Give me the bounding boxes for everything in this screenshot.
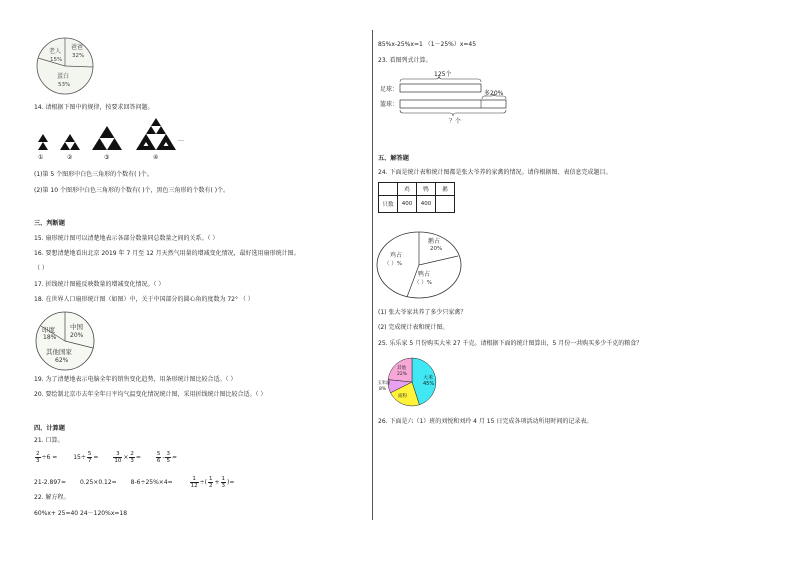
fraction: $\frac{5}{6}$ xyxy=(156,451,161,464)
bar-basketball-label: 篮球： xyxy=(380,101,399,108)
pie2-value-2: 20% xyxy=(70,332,84,339)
question-19: 19. 为了清楚地表示电脑全年的销售变化趋势，用条形统计图比较合适。（ ） xyxy=(34,376,237,383)
bar-question-label: ？个 xyxy=(449,118,462,125)
question-18: 18. 在世界人口扇形统计图（如图）中，关于中国部分的圆心角的度数为 72° （ ） xyxy=(34,296,254,303)
pie3-value-2: （ ）% xyxy=(384,261,402,267)
pie1-value-3: 53% xyxy=(58,82,71,88)
question-21: 21. 口算。 xyxy=(34,437,64,444)
pie4-value-2: 22% xyxy=(397,372,408,377)
question-22: 22. 解方程。 xyxy=(34,494,70,501)
question-26: 26. 下面是六（1）班的刘悦和刘玲 4 月 15 日完成各项活动所用时间的记录表。 xyxy=(378,418,593,425)
table-header-cell: 鸭 xyxy=(417,183,436,196)
fraction: $\frac{1}{3}$ xyxy=(221,476,226,489)
bar-football-label: 足球： xyxy=(380,86,399,93)
oral-calc-row-2: 21-2.897= 0.25×0.12= 8-6÷25%×4= $\frac{1}{12}$ ÷( $\frac{1}{2}$ + $\frac{1}{3}$ )= xyxy=(34,476,235,489)
triangle-pattern-figures xyxy=(34,116,194,166)
pie2-value-3: 62% xyxy=(55,357,69,364)
question-24-2: (2) 完成统计表和统计图。 xyxy=(378,324,449,331)
fraction: $\frac{1}{12}$ xyxy=(190,476,198,489)
question-15: 15. 扇形统计图可以清楚地表示各部分数量同总数量之间的关系。（ ） xyxy=(34,235,219,242)
fraction: $\frac{3}{10}$ xyxy=(114,451,122,464)
pie2-label-1: 印度 xyxy=(42,326,55,334)
question-24-1: (1) 张大爷家共养了多少只家禽？ xyxy=(378,309,467,316)
pie1-label-1: 老人 xyxy=(49,48,62,55)
question-14: 14. 请根据下图中的规律，按要求回答问题。 xyxy=(34,104,154,111)
bar-percent-label: 多20% xyxy=(484,90,504,97)
pie1-value-2: 32% xyxy=(72,53,85,59)
pie2-label-2: 中国 xyxy=(70,323,83,331)
pie4-value-1: 45% xyxy=(423,381,435,387)
question-16-blank: （ ） xyxy=(34,265,48,272)
question-20: 20. 要绘制北京市去年全年日平均气温变化情况统计图，采用折线统计图比较合适。（ ） xyxy=(34,391,267,398)
pie3-value-3: （ ）% xyxy=(414,280,432,286)
pie2-value-1: 18% xyxy=(43,334,57,341)
pie4-label-2: 其他 xyxy=(397,366,406,371)
poultry-pie-chart xyxy=(374,230,464,300)
section-4-title: 四、计算题 xyxy=(34,425,65,432)
fraction: $\frac{3}{5}$ xyxy=(166,451,170,464)
table-cell: 400 xyxy=(417,196,436,213)
fraction: $\frac{1}{2}$ xyxy=(208,476,213,489)
table-header-cell: 鸡 xyxy=(398,183,417,196)
ellipsis: … xyxy=(178,136,184,143)
pie4-value-3: 8% xyxy=(379,387,387,392)
poultry-table xyxy=(378,182,455,213)
tri-label-4: ④ xyxy=(153,154,159,161)
pie4-label-1: 大米 xyxy=(423,375,434,381)
column-divider xyxy=(372,30,373,520)
pie1-value-1: 15% xyxy=(50,57,63,63)
question-14-2: (2)第 10 个图形中白色三角形的个数有( )个，黑色三角形的个数有( )个。 xyxy=(34,187,230,194)
question-25: 25. 乐乐家 5 月份购买大米 27 千克。请根据下面的统计图算出，5 月份一共购买多少千克的粮食？ xyxy=(378,340,643,347)
fraction: $\frac{2}{3}$ xyxy=(36,451,40,464)
table-header-cell xyxy=(379,183,398,196)
table-header-cell: 鹅 xyxy=(436,183,455,196)
table-cell xyxy=(436,196,455,213)
bar-top-label: 125个 xyxy=(434,71,452,78)
pie4-label-4: 面粉 xyxy=(398,394,407,399)
tri-label-3: ③ xyxy=(104,154,110,161)
pie3-label-1: 鹅占 xyxy=(428,238,441,245)
table-cell: 400 xyxy=(398,196,417,213)
pie2-label-3: 其他国家 xyxy=(46,348,72,356)
section-5-title: 五、解答题 xyxy=(378,155,409,162)
section-3-title: 三、判断题 xyxy=(34,220,65,227)
equations-row: 60%x+ 25=40 24－120%x=18 xyxy=(34,510,128,517)
tri-label-2: ② xyxy=(67,154,73,161)
pie3-label-3: 鸭占 xyxy=(418,271,431,278)
pie3-value-1: 20% xyxy=(430,246,443,252)
question-16: 16. 要想清楚地看出北京 2019 年 7 月至 12 月天然气用量的增减变化情况，最好选用扇形统计图。 xyxy=(34,250,300,257)
fraction: $\frac{5}{7}$ xyxy=(87,451,92,464)
question-17: 17. 折线统计图能反映数量的增减变化情况。（ ） xyxy=(34,281,165,288)
question-24: 24. 下面是统计表和统计图都是张大爷养的家禽的情况。请你根据图、表信息完成题目。 xyxy=(378,169,612,176)
world-population-pie-chart xyxy=(34,310,96,372)
pie4-label-3: 玉米面 xyxy=(377,381,391,386)
pie3-label-2: 鸡占 xyxy=(390,252,403,259)
fraction: $\frac{2}{3}$ xyxy=(130,451,134,464)
pie1-label-3: 蛋白 xyxy=(57,73,70,80)
tri-label-1: ① xyxy=(38,154,44,161)
pie1-label-2: 爸爸 xyxy=(71,44,84,51)
question-14-1: (1)第 5 个图形中白色三角形的个数有( )个。 xyxy=(34,171,153,178)
diet-pie-chart xyxy=(35,36,95,96)
question-23: 23. 看图列式计算。 xyxy=(378,57,432,64)
equations-top: 85%x-25%x=1 （1－25%）x=45 xyxy=(378,41,477,48)
ball-bar-diagram xyxy=(378,70,518,130)
grain-purchase-pie-chart xyxy=(376,355,440,409)
table-cell: 只数 xyxy=(379,196,398,213)
oral-calc-row-1: $\frac{2}{3}$ ÷6 = 15÷ $\frac{5}{7}$ = $\frac{3}{10}$ × $\frac{2}{3}$ = $\frac{5}{6}$ - $\frac{3}{5}$ = xyxy=(36,451,178,464)
